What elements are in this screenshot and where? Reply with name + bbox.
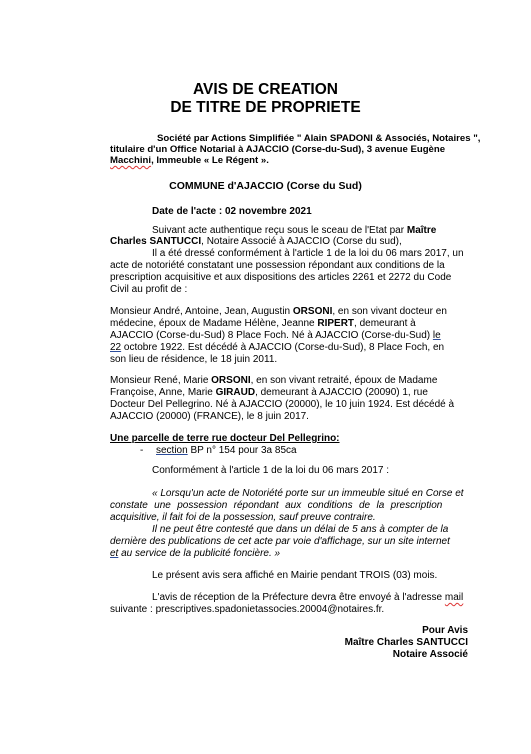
person1-line-4 [110,342,444,354]
receipt-mail-word: mail [444,592,464,603]
person1-le-link: le [432,330,441,341]
quote-line-3: acquisitive, il fait foi de la possession, sauf preuve contraire. [110,512,376,523]
quote-et-link: et [110,548,119,559]
parcel-item [156,445,297,457]
person2-line-4: AJACCIO (20000) (FRANCE), le 8 juin 2017. [110,411,309,422]
person1-line-3 [110,330,441,342]
person1-birth-day: 22 [110,342,122,353]
quote-line-6 [110,548,280,560]
quote-end: au service de la publicité foncière. » [118,548,281,559]
person1-birth-text: AJACCIO (Corse-du-Sud) 8 Place Foch. Né à AJACCIO (Corse-du-Sud) [110,330,431,341]
person2-spouse-text-2: , demeurant à AJACCIO (20090) 1, rue [255,387,428,398]
person1-death-text: octobre 1922. Est décédé à AJACCIO (Corse-du-Sud), 8 Place Foch, en [121,342,445,353]
person2-text: Monsieur René, Marie [110,375,212,386]
company-building: , Immeuble « Le Régent ». [151,155,269,166]
company-street-name: Macchini [110,155,152,166]
person1-surname: ORSONI [292,306,333,317]
para1-text-2: , Notaire Associé à AJACCIO (Corse du sud), [201,236,402,247]
signature-role: Notaire Associé [392,649,468,660]
person1-spouse-surname: RIPERT [317,318,355,329]
company-line-3 [110,155,269,167]
quote-line-5: dernière des publications de cet acte par voie d'affichage, sur un site internet [110,536,450,547]
person1-line-5: son lieu de résidence, le 18 juin 2011. [110,354,278,365]
signature-pour-avis: Pour Avis [422,625,468,636]
parcel-section-link: section [156,445,188,456]
quote-line-1: « Lorsqu'un acte de Notoriété porte sur un immeuble situé en Corse et [152,488,464,499]
doc-title-line-1: AVIS DE CREATION [193,81,338,98]
person2-line-1 [110,375,437,387]
para1-line-3: Il a été dressé conformément à l'article 1 de la loi du 06 mars 2017, un [152,248,464,259]
para1-maitre: Maître [406,225,437,236]
person2-surname: ORSONI [211,375,251,386]
parcel-bullet: - [140,445,144,456]
person2-spouse-surname: GIRAUD [215,387,256,398]
person1-spouse-text: médecine, époux de Madame Hélène, Jeanne [110,318,318,329]
person1-spouse-text-2: , demeurant à [354,318,416,329]
para1-line-5: prescription acquisitive et aux dispositions des articles 2261 et 2272 du Code [110,272,452,283]
person2-line-2 [110,387,428,399]
company-line-1: Société par Actions Simplifiée " Alain SPADONI & Associés, Notaires ", [157,133,481,144]
para1-line-6: Civil au profit de : [110,284,188,295]
doc-title-line-2: DE TITRE DE PROPRIETE [170,99,361,116]
parcel-heading: Une parcelle de terre rue docteur Del Pellegrino: [110,433,340,444]
parcel-ref: BP n° 154 pour 3a 85ca [187,445,297,456]
person1-line-2 [110,318,416,330]
conform-line: Conformément à l'article 1 de la loi du 06 mars 2017 : [152,465,390,476]
person1-line-1 [110,306,447,318]
para1-line-4: acte de notoriété constatant une possession répondant aux conditions de la [110,260,445,271]
commune-heading: COMMUNE d'AJACCIO (Corse du Sud) [169,180,362,192]
person1-text: Monsieur André, Antoine, Jean, Augustin [110,306,293,317]
notary-name: Charles SANTUCCI [110,236,202,247]
receipt-line-2: suivante : prescriptives.spadonietassocies.20004@notaires.fr. [110,604,385,615]
display-notice: Le présent avis sera affiché en Mairie pendant TROIS (03) mois. [152,570,438,581]
receipt-text: L'avis de réception de la Préfecture devra être envoyé à l'adresse [152,592,445,603]
quote-line-4: Il ne peut être contesté que dans un délai de 5 ans à compter de la [152,524,449,535]
person1-text-2: , en son vivant docteur en [332,306,447,317]
signature-name: Maître Charles SANTUCCI [344,637,468,648]
quote-line-2: constate une possession répondant aux conditions de la prescription [110,500,443,511]
person2-line-3: Docteur Del Pellegrino. Né à AJACCIO (20000), le 10 juin 1924. Est décédé à [110,399,455,410]
person2-text-2: , en son vivant retraité, époux de Madame [250,375,438,386]
company-line-2: titulaire d'un Office Notarial à AJACCIO (Corse-du-Sud), 3 avenue Eugène [110,144,446,155]
para1-text: Suivant acte authentique reçu sous le sceau de l'Etat par [152,225,407,236]
para1-line-2 [110,236,402,248]
receipt-line-1 [152,592,463,604]
act-date: Date de l'acte : 02 novembre 2021 [152,206,312,217]
person2-spouse-text: Françoise, Anne, Marie [110,387,216,398]
